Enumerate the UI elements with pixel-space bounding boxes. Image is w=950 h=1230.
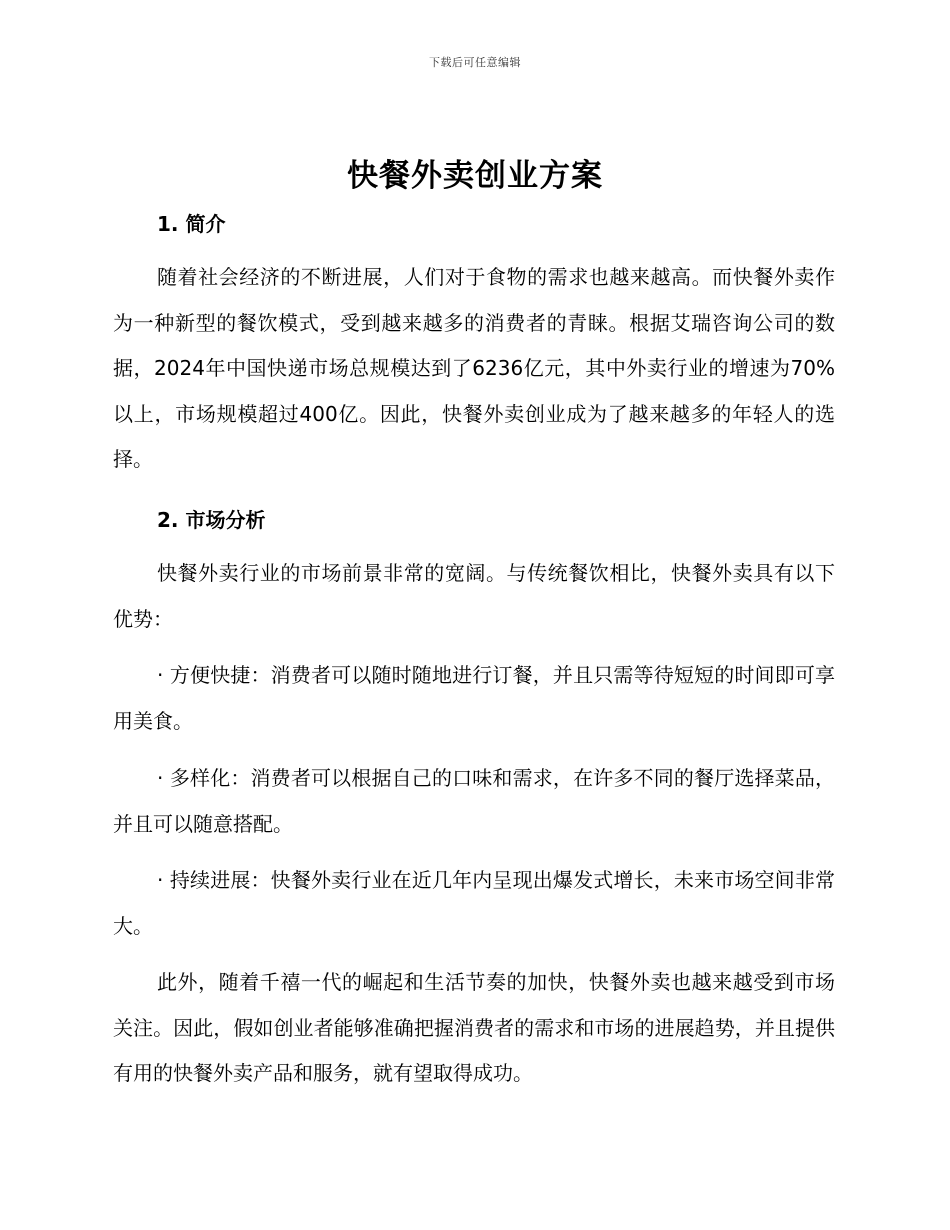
intro-paragraph: 随着社会经济的不断进展，人们对于食物的需求也越来越高。而快餐外卖作为一种新型的餐饮模式，受到越来越多的消费者的青睐。根据艾瑞咨询公司的数据，2024年中国快递市场总规模达到了6236亿元，其中外卖行业的增速为70%以上，市场规模超过400亿。因此，快餐外卖创业成为了越来越多的年轻人的选择。 <box>113 265 835 471</box>
section-heading-intro: 1. 简介 <box>157 212 226 236</box>
section-heading-market: 2. 市场分析 <box>157 508 266 532</box>
document-title: 快餐外卖创业方案 <box>347 158 603 194</box>
market-bullet-convenience: · 方便快捷：消费者可以随时随地进行订餐，并且只需等待短短的时间即可享用美食。 <box>113 663 835 733</box>
market-bullet-growth: · 持续进展：快餐外卖行业在近几年内呈现出爆发式增长，未来市场空间非常大。 <box>113 868 835 938</box>
market-paragraph-overview: 快餐外卖行业的市场前景非常的宽阔。与传统餐饮相比，快餐外卖具有以下优势： <box>113 561 835 631</box>
market-bullet-variety: · 多样化：消费者可以根据自己的口味和需求，在许多不同的餐厅选择菜品，并且可以随意搭配。 <box>113 766 835 836</box>
page-header-note: 下载后可任意编辑 <box>429 56 521 69</box>
market-paragraph-conclusion: 此外，随着千禧一代的崛起和生活节奏的加快，快餐外卖也越来越受到市场关注。因此，假如创业者能够准确把握消费者的需求和市场的进展趋势，并且提供有用的快餐外卖产品和服务，就有望取得成功。 <box>113 970 835 1085</box>
